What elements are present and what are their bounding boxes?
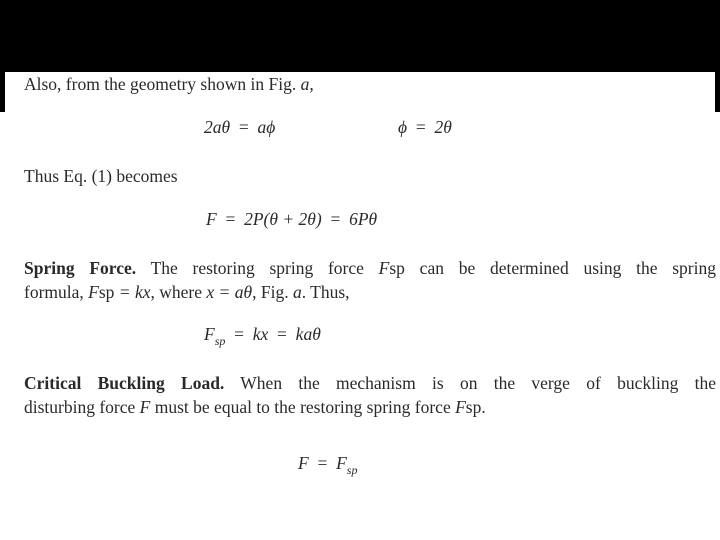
spring-force-heading: Spring Force. — [24, 258, 137, 278]
equation-spring-force: $F_{sp}$ = kx = kaθ — [204, 324, 321, 348]
equation-force: F = 2P(θ + 2θ) = 6Pθ — [206, 209, 378, 229]
critical-buckling-line1: Critical Buckling Load. When the mechanism is on the verge of buckling the — [24, 373, 717, 393]
equation-phi: ϕ = 2θ — [398, 117, 452, 137]
equation-equilibrium: $F = F_{sp}$ — [298, 453, 358, 477]
top-black-bar — [0, 0, 720, 72]
critical-buckling-heading: Critical Buckling Load. — [24, 373, 225, 393]
spring-force-line1: Spring Force. The restoring spring force Fsp can be determined using the spring — [24, 258, 716, 278]
right-edge-bar — [715, 72, 720, 112]
paragraph-geometry: Also, from the geometry shown in Fig. a, — [24, 74, 314, 94]
critical-buckling-line2: disturbing force F must be equal to the restoring spring force Fsp. — [24, 397, 486, 417]
equation-angle-relation: 2aθ = aϕ — [204, 117, 276, 137]
paragraph-thus-eq: Thus Eq. (1) becomes — [24, 166, 178, 186]
spring-force-line2: formula, Fsp = kx, where x = aθ, Fig. a. Thus, — [24, 282, 350, 302]
left-edge-bar — [0, 72, 5, 112]
